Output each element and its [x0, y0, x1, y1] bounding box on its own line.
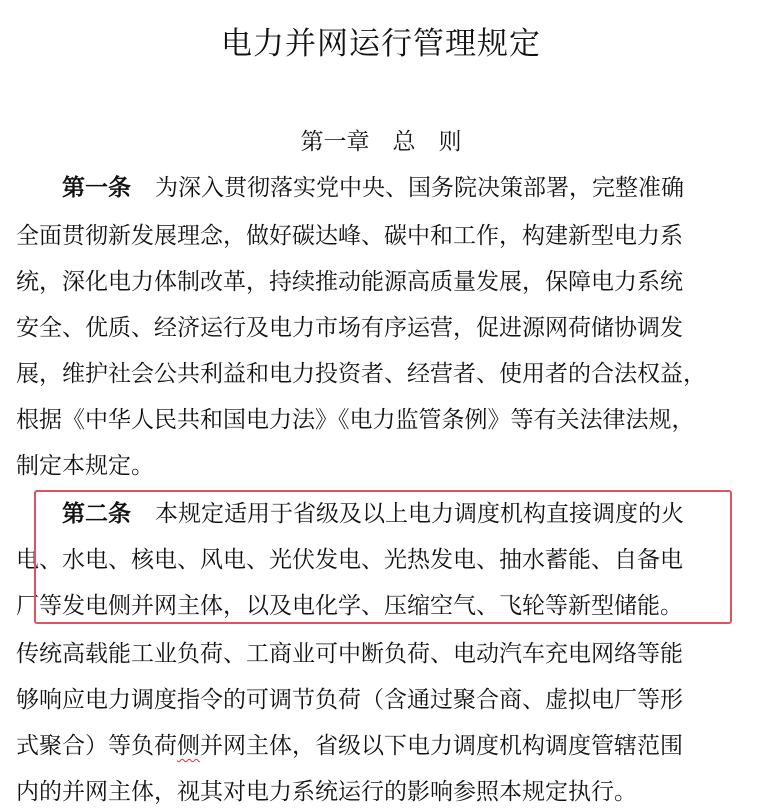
article-2-line-6-part-1: 式聚合）等负荷 [16, 733, 177, 759]
article-2-line-2: 电、水电、核电、风电、光伏发电、光热发电、抽水蓄能、自备电 [16, 547, 683, 573]
article-1-text: 为深入贯彻落实党中央、国务院决策部署，完整准确 [155, 175, 684, 201]
article-1-label: 第一条 [62, 175, 131, 201]
article-2-line-1 [62, 494, 762, 534]
article-2-line-4: 传统高载能工业负荷、工商业可中断负荷、电动汽车充电网络等能 [16, 641, 683, 667]
chapter-heading: 第一章 总 则 [300, 129, 462, 155]
article-1-line-3: 统，深化电力体制改革，持续推动能源高质量发展，保障电力系统 [16, 269, 683, 295]
article-1-line-6: 根据《中华人民共和国电力法》《电力监管条例》等有关法律法规， [16, 407, 695, 433]
article-2-line-3: 厂等发电侧并网主体，以及电化学、压缩空气、飞轮等新型储能。 [16, 593, 683, 619]
article-1-line-7: 制定本规定。 [16, 453, 154, 479]
article-1-line-2: 全面贯彻新发展理念，做好碳达峰、碳中和工作，构建新型电力系 [16, 223, 683, 249]
article-2-label: 第二条 [62, 501, 131, 527]
article-2-line-5: 够响应电力调度指令的可调节负荷（含通过聚合商、虚拟电厂等形 [16, 687, 683, 713]
article-2-line-6 [16, 726, 746, 766]
article-1-line-5: 展，维护社会公共利益和电力投资者、经营者、使用者的合法权益， [16, 361, 706, 387]
article-1-line-1 [62, 168, 762, 208]
article-1-line-4: 安全、优质、经济运行及电力市场有序运营，促进源网荷储协调发 [16, 315, 683, 341]
spellcheck-flagged-word[interactable]: 侧 [177, 733, 200, 759]
document-title: 电力并网运行管理规定 [221, 26, 541, 62]
article-2-text: 本规定适用于省级及以上电力调度机构直接调度的火 [155, 501, 684, 527]
article-2-line-7: 内的并网主体，视其对电力系统运行的影响参照本规定执行。 [16, 779, 637, 805]
article-2-line-6-part-2: 并网主体，省级以下电力调度机构调度管辖范围 [200, 733, 683, 759]
